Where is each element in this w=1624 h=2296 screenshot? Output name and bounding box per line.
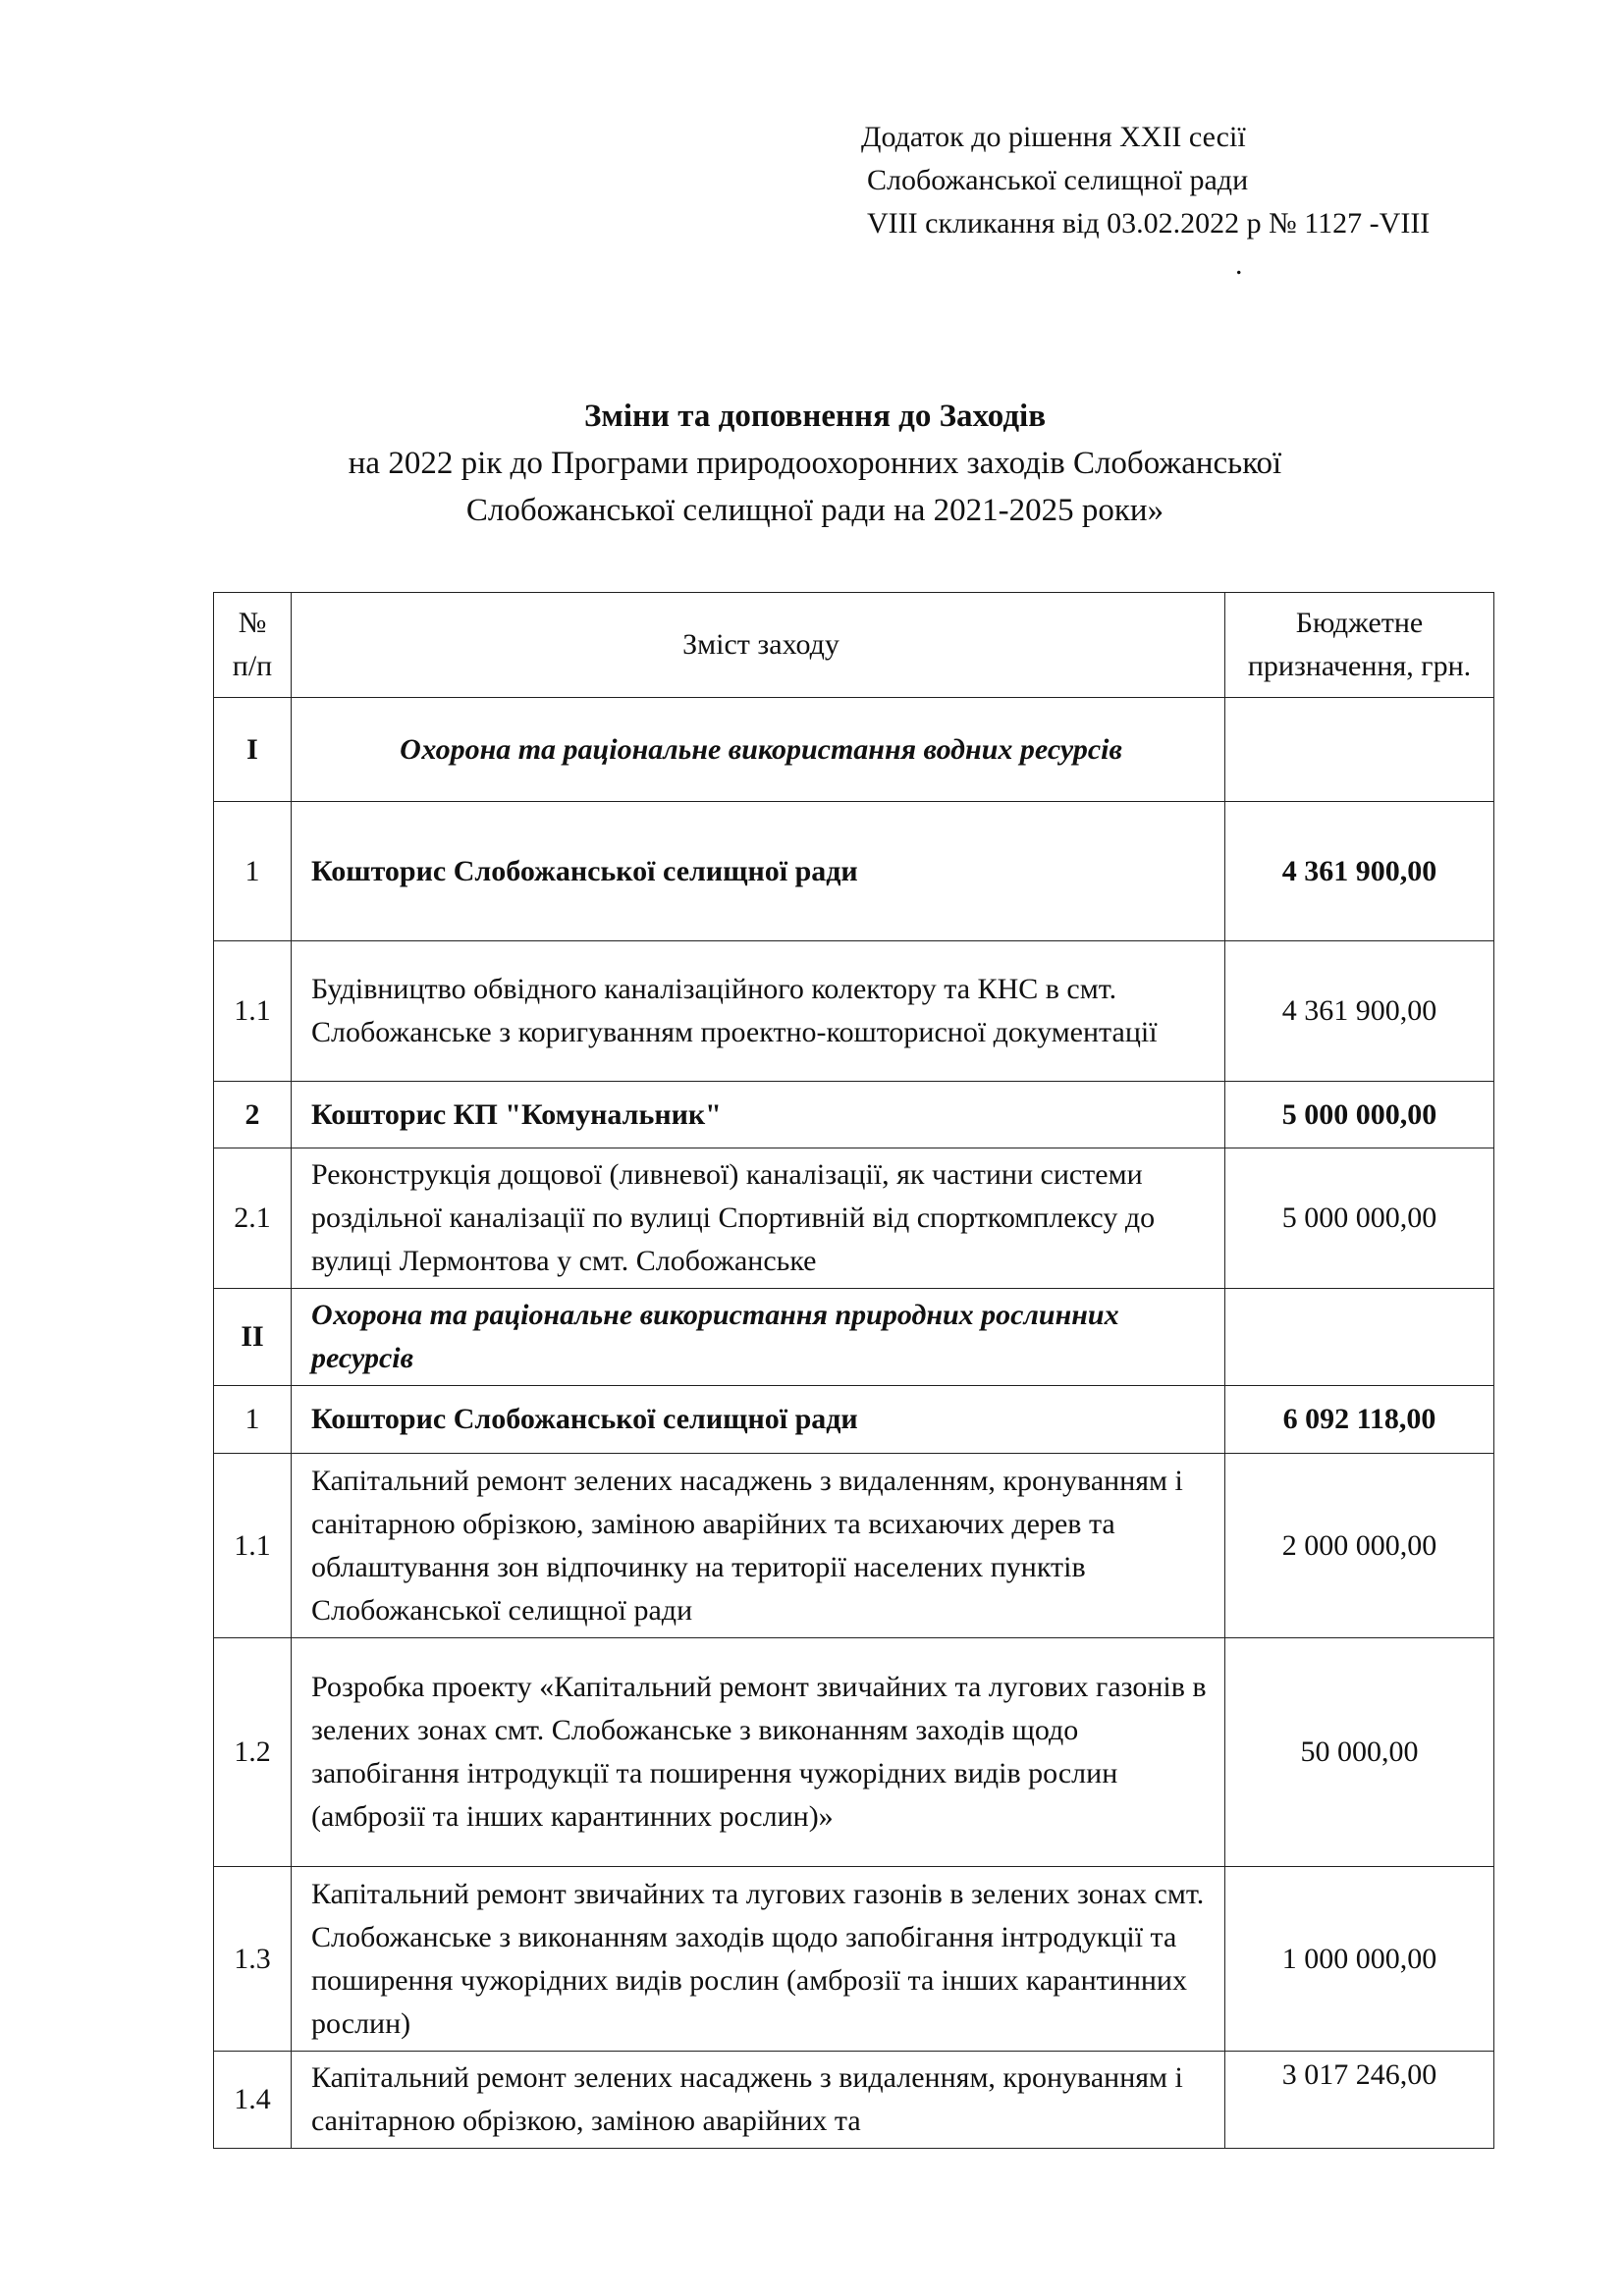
table-header-row (214, 593, 1494, 698)
row-num: I (214, 698, 292, 802)
row-text: Капітальний ремонт звичайних та лугових газонів в зелених зонах смт. Слобожанське з виконанням заходів щодо запобігання інтродукції та поширення чужорідних видів рослин (амброзії та інших карантинних рослин) (292, 1867, 1225, 2052)
title-line-3: Слобожанської селищної ради на 2021-2025 роки» (465, 493, 1164, 528)
row-num: II (214, 1289, 292, 1386)
row-amount (1225, 698, 1494, 802)
row-num: 1.4 (214, 2052, 292, 2149)
table-row (214, 2052, 1494, 2149)
row-text: Кошторис Слобожанської селищної ради (292, 802, 1225, 941)
document-title (177, 393, 1453, 534)
row-num: 1 (214, 1386, 292, 1454)
title-line-2: на 2022 рік до Програми природоохоронних заходів Слобожанської (348, 446, 1282, 481)
annex-note (861, 116, 1430, 285)
table-row (214, 1082, 1494, 1148)
row-text: Реконструкція дощової (ливневої) каналізації, як частини системи роздільної каналізації по вулиці Спортивній від спорткомплексу до вулиці Лермонтова у смт. Слобожанське (292, 1148, 1225, 1289)
row-text: Капітальний ремонт зелених насаджень з видаленням, кронуванням і санітарною обрізкою, заміною аварійних та всихаючих дерев та облаштування зон відпочинку на території населених пунктів Слобожанської селищної ради (292, 1454, 1225, 1638)
row-text: Будівництво обвідного каналізаційного колектору та КНС в смт. Слобожанське з коригуванням проектно-кошторисної документації (292, 941, 1225, 1082)
annex-line-2: Слобожанської селищної ради (867, 164, 1249, 196)
table-row (214, 1454, 1494, 1638)
annex-line-1: Додаток до рішення XXII сесії (861, 121, 1246, 153)
row-text: Охорона та раціональне використання водних ресурсів (292, 698, 1225, 802)
row-text: Розробка проекту «Капітальний ремонт звичайних та лугових газонів в зелених зонах смт. Слобожанське з виконанням заходів щодо запобігання інтродукції та поширення чужорідних видів рослин (амброзії та інших карантинних рослин)» (292, 1638, 1225, 1867)
annex-line-3: VIII скликання від 03.02.2022 р № 1127 -VIII (867, 207, 1431, 240)
row-amount: 50 000,00 (1225, 1638, 1494, 1867)
row-num: 1.1 (214, 941, 292, 1082)
header-num: № п/п (214, 593, 292, 698)
row-amount: 5 000 000,00 (1225, 1082, 1494, 1148)
row-num: 2 (214, 1082, 292, 1148)
row-num: 1.2 (214, 1638, 292, 1867)
row-num: 1 (214, 802, 292, 941)
table-row (214, 1289, 1494, 1386)
table-row (214, 1386, 1494, 1454)
header-budget: Бюджетне призначення, грн. (1225, 593, 1494, 698)
table-row (214, 802, 1494, 941)
annex-line-4: . (1235, 248, 1243, 281)
row-amount: 1 000 000,00 (1225, 1867, 1494, 2052)
row-text: Капітальний ремонт зелених насаджень з видаленням, кронуванням і санітарною обрізкою, заміною аварійних та (292, 2052, 1225, 2149)
row-num: 1.3 (214, 1867, 292, 2052)
table-row (214, 1148, 1494, 1289)
header-content: Зміст заходу (292, 593, 1225, 698)
table-row (214, 941, 1494, 1082)
table-row (214, 1867, 1494, 2052)
row-amount: 4 361 900,00 (1225, 802, 1494, 941)
row-amount: 6 092 118,00 (1225, 1386, 1494, 1454)
row-amount: 5 000 000,00 (1225, 1148, 1494, 1289)
row-text: Кошторис Слобожанської селищної ради (292, 1386, 1225, 1454)
row-amount: 3 017 246,00 (1225, 2052, 1494, 2149)
row-text: Охорона та раціональне використання природних рослинних ресурсів (292, 1289, 1225, 1386)
row-amount (1225, 1289, 1494, 1386)
row-amount: 4 361 900,00 (1225, 941, 1494, 1082)
table-row (214, 698, 1494, 802)
table-row (214, 1638, 1494, 1867)
row-num: 2.1 (214, 1148, 292, 1289)
row-amount: 2 000 000,00 (1225, 1454, 1494, 1638)
title-line-1: Зміни та доповнення до Заходів (583, 399, 1047, 434)
measures-table (213, 592, 1494, 2149)
row-num: 1.1 (214, 1454, 292, 1638)
row-text: Кошторис КП "Комунальник" (292, 1082, 1225, 1148)
